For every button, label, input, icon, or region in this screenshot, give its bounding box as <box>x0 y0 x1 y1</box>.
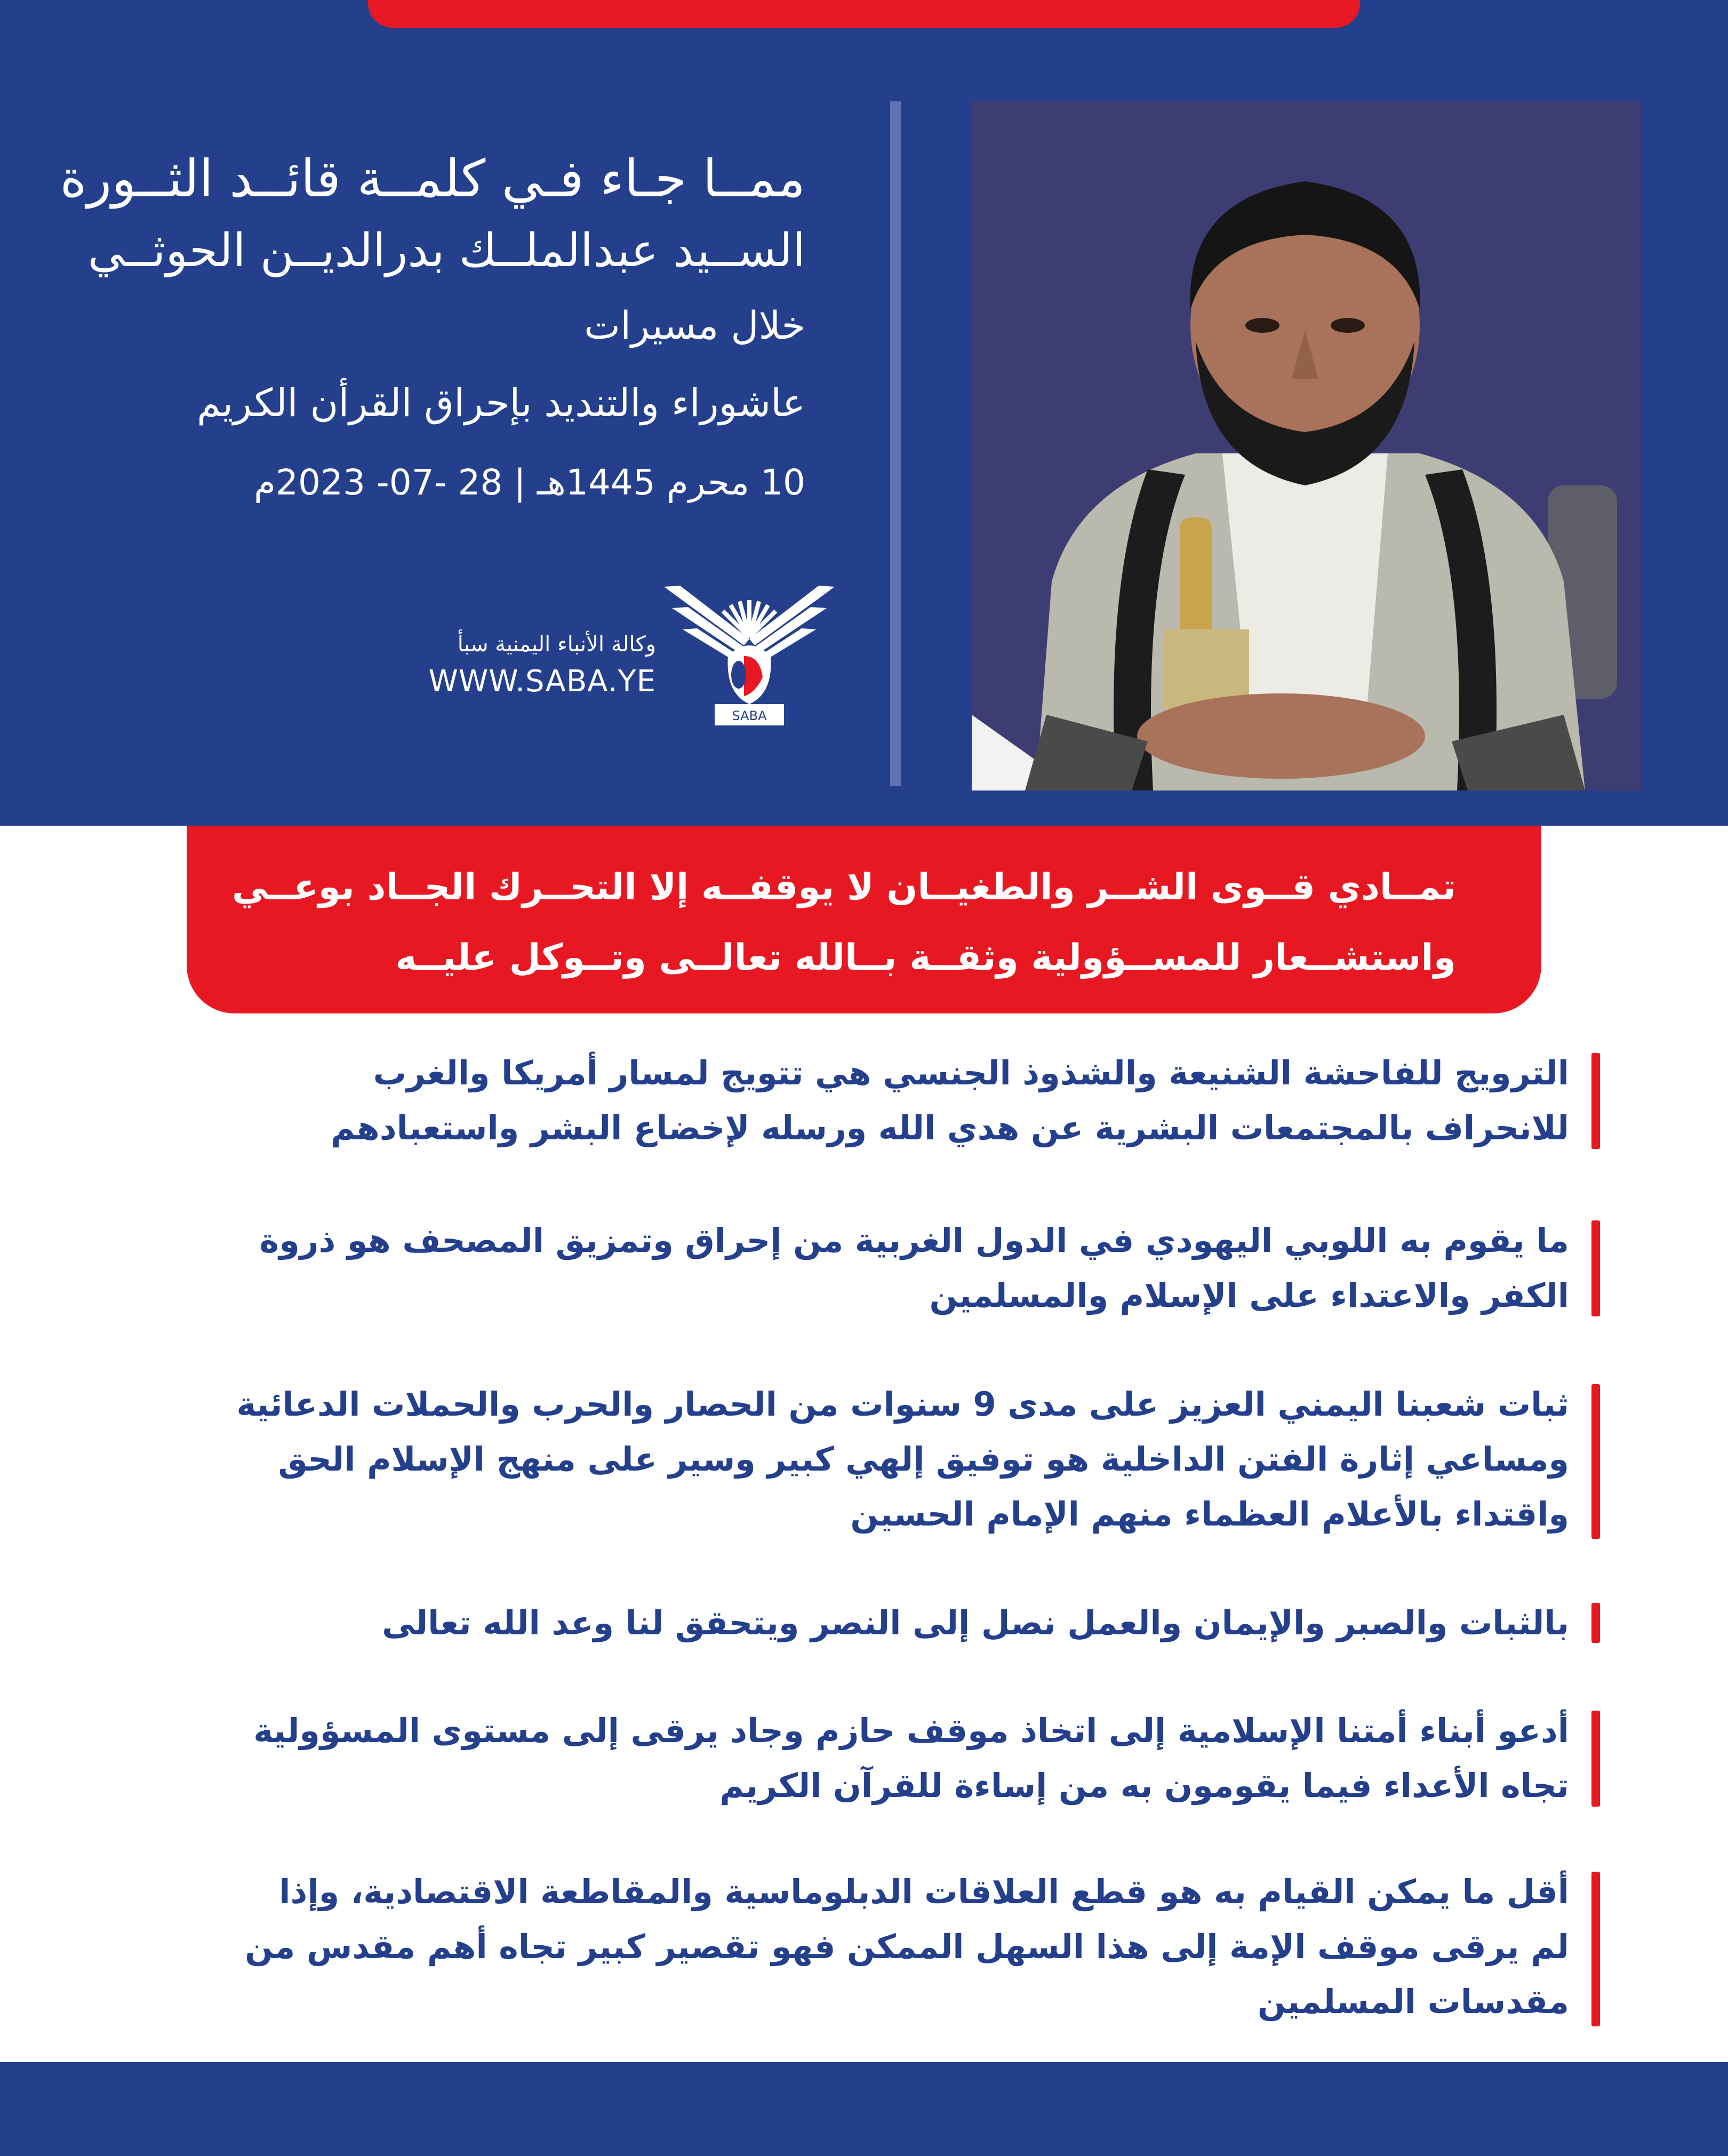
quote-line: الكفر والاعتداء على الإسلام والمسلمين <box>929 1276 1569 1315</box>
list-item <box>43 1703 1600 1813</box>
bullet-marker <box>1591 1603 1600 1643</box>
quote-text <box>43 1703 1569 1813</box>
bullet-marker <box>1591 1872 1600 2026</box>
agency-text <box>428 632 656 699</box>
list-item <box>43 1377 1600 1542</box>
agency-branding <box>395 576 832 736</box>
header-titles <box>59 144 805 523</box>
vertical-divider <box>890 101 901 786</box>
list-item <box>43 1595 1600 1650</box>
quote-line: أدعو أبناء أمتنا الإسلامية إلى اتخاذ موقف حازم وجاد يرقى إلى مستوى المسؤولية <box>253 1711 1569 1750</box>
speaker-name: الســيد عبدالملــك بدرالديــن الحوثــي <box>87 224 805 277</box>
occasion-subject: عاشوراء والتنديد بإحراق القرأن الكريم <box>197 380 805 425</box>
bullet-marker <box>1591 1384 1600 1539</box>
headline-line: واستشــعار للمســؤولية وثقــة بــالله تعالــى وتــوكل عليــه <box>395 937 1456 979</box>
quote-line: للانحراف بالمجتمعات البشرية عن هدي الله ورسله لإخضاع البشر واستعبادهم <box>331 1108 1569 1147</box>
list-item <box>43 1045 1600 1155</box>
headline-text <box>231 852 1456 993</box>
quote-text <box>43 1864 1569 2029</box>
date-line: 10 محرم 1445هـ | 28 -07- 2023م <box>254 462 805 503</box>
quote-line: واقتداء بالأعلام العظماء منهم الإمام الحسين <box>850 1495 1569 1534</box>
quote-text <box>43 1045 1569 1155</box>
quote-text <box>43 1213 1569 1323</box>
header-title: ممــا جـاء فـي كلمــة قائــد الثــورة <box>60 149 805 209</box>
quote-line: مقدسات المسلمين <box>1257 1982 1569 2021</box>
quote-line: ما يقوم به اللوبي اليهودي في الدول الغربية من إحراق وتمزيق المصحف هو ذروة <box>259 1221 1569 1260</box>
quote-text <box>43 1595 1569 1650</box>
leader-portrait <box>972 101 1641 790</box>
quote-line: ومساعي إثارة الفتن الداخلية هو توفيق إلهي كبير وسير على منهج الإسلام الحق <box>278 1440 1569 1479</box>
quote-line: الترويج للفاحشة الشنيعة والشذوذ الجنسي هي تتويج لمسار أمريكا والغرب <box>373 1053 1569 1092</box>
headline-line: تمــادي قــوى الشــر والطغيــان لا يوقفــه إلا التحــرك الجــاد بوعــي <box>231 866 1456 908</box>
quote-line: تجاه الأعداء فيما يقومون به من إساءة للقرآن الكريم <box>719 1766 1569 1805</box>
bullet-marker <box>1591 1220 1600 1316</box>
quote-text <box>43 1377 1569 1542</box>
quote-line: ثبات شعبنا اليمني العزيز على مدى 9 سنوات من الحصار والحرب والحملات الدعائية <box>236 1385 1569 1424</box>
quote-line: أقل ما يمكن القيام به هو قطع العلاقات الدبلوماسية والمقاطعة الاقتصادية، وإذا <box>279 1872 1569 1911</box>
logo-label: SABA <box>732 708 767 723</box>
saba-logo-icon <box>664 576 835 731</box>
portrait-image <box>972 101 1641 790</box>
quote-line: لم يرقى موقف الإمة إلى هذا السهل الممكن فهو تقصير كبير تجاه أهم مقدس من <box>245 1927 1569 1966</box>
quotes-list <box>43 1045 1600 2029</box>
bullet-marker <box>1591 1053 1600 1149</box>
agency-url: WWW.SABA.YE <box>428 664 656 699</box>
footer-bar <box>0 2062 1728 2156</box>
occasion-line: خلال مسيرات <box>584 303 805 348</box>
top-red-tab <box>368 0 1360 28</box>
agency-name: وكالة الأنباء اليمنية سبأ <box>457 632 656 657</box>
list-item <box>43 1864 1600 2029</box>
bullet-marker <box>1591 1711 1600 1807</box>
quote-line: بالثبات والصبر والإيمان والعمل نصل إلى النصر ويتحقق لنا وعد الله تعالى <box>382 1603 1569 1642</box>
list-item <box>43 1213 1600 1323</box>
